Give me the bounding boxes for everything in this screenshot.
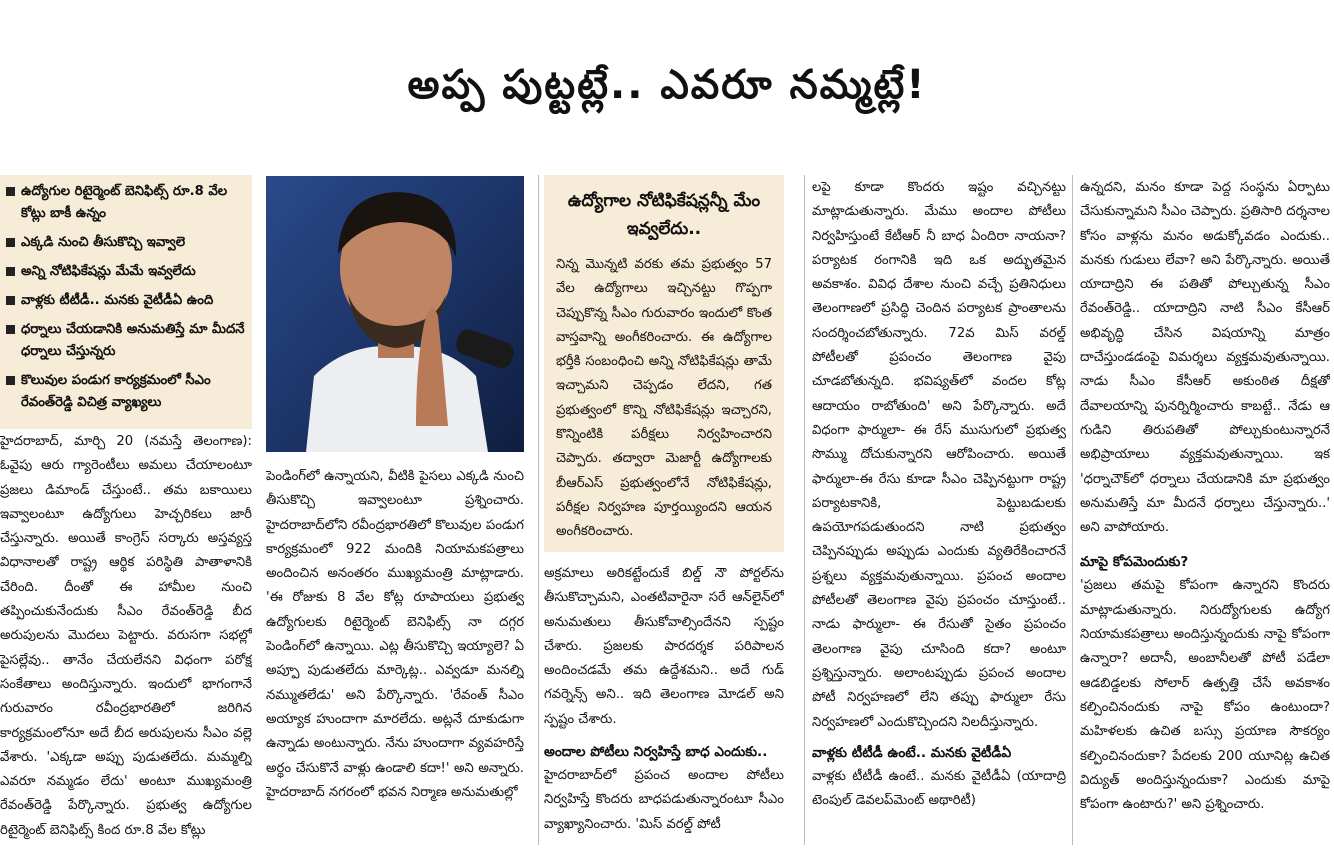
column-divider [1072,175,1073,845]
speaker-photo-illustration [266,176,524,452]
article-paragraph: అక్రమాలు అరికట్టేందుకే బిల్డ్ నౌ పోర్టల్‌ను తీసుకొచ్చామని, ఎంతటివారైనా సరే ఆన్‌లైన్‌లో అనుమతులు తీసుకోవాల్సిందేనని స్పష్టం చేశారు. ప్రజలకు పారదర్శక పరిపాలన అందించడమే తమ ఉద్దేశమని.. అదే గుడ్ గవర్నెన్స్ అని.. ఇది తెలంగాణ మోడల్ అని స్పష్టం చేశారు. [544,566,784,727]
highlight-text: వాళ్లకు టీటీడీ.. మనకు వైటీడీఏ ఉంది [21,293,214,308]
bullet-icon [6,238,15,247]
highlight-text: ఉద్యోగుల రిటైర్మెంట్ బెనిఫిట్స్ రూ.8 వేల కోట్లు బాకీ ఉన్నం [21,184,228,221]
article-column-1 [0,430,252,845]
article-paragraph: హైదరాబాద్, మార్చి 20 (నమస్తే తెలంగాణ): ఓవైపు ఆరు గ్యారెంటీలు అమలు చేయాలంటూ ప్రజలు డిమాండ్ చేస్తుంటే.. తమ బకాయిలు ఇవ్వాలంటూ ఉద్యోగులు హెచ్చరికలు జారీ చేస్తున్నారు. అయితే కాంగ్రెస్ సర్కారు అస్తవ్యస్త విధానాలతో రాష్ట్ర ఆర్థిక పరిస్థితి పాతాళానికి చేరింది. దీంతో ఈ హామీల నుంచి తప్పించుకునేందుకు సీఎం రేవంత్‌రెడ్డి బీద అరుపులను మొదలు పెట్టారు. వరుసగా సభల్లో పైసల్లేవు.. తానేం చేయలేనని విధంగా పరోక్ష సంకేతాలు అందిస్తున్నారు. ఇందులో భాగంగానే గురువారం రవీంద్రభారతిలో జరిగిన కార్యక్రమంలోనూ అదే బీద అరుపులను సీఎం వల్లె వేశారు. 'ఎక్కడా అప్పు పుడుతలేదు. మమ్మల్ని ఎవరూ నమ్మడం లేదు' అంటూ ముఖ్యమంత్రి రేవంత్‌రెడ్డి పేర్కొన్నారు. ప్రభుత్వ ఉద్యోగుల రిటైర్మెంట్ బెనిఫిట్స్ కింద రూ.8 వేల కోట్లు [0,434,252,838]
article-paragraph: పెండింగ్‌లో ఉన్నాయని, వీటికి పైసలు ఎక్కడి నుంచి తీసుకొచ్చి ఇవ్వాలంటూ ప్రశ్నించారు. హైదరాబాద్‌లోని రవీంద్రభారతిలో కొలువుల పండుగ కార్యక్రమంలో 922 మందికి నియామకపత్రాలు అందించిన అనంతరం ముఖ్యమంత్రి మాట్లాడారు. 'ఈ రోజుకు 8 వేల కోట్ల రూపాయలు ప్రభుత్వ ఉద్యోగులకు రిటైర్మెంట్ బెనిఫిట్స్ నా దగ్గర పెండింగ్‌లో ఉన్నాయి. ఎట్ల తీసుకొచ్చి ఇయ్యాలె? ఏ అప్పూ పుడుతలేదు మార్కెట్ల.. ఎవ్వడూ మనల్ని నమ్ముతలేడు' అని పేర్కొన్నారు. 'రేవంత్ సీఎం అయ్యాక హుందాగా మారలేదు. అట్లనే దూకుడుగా ఉన్నాడు అంటున్నారు. నేను హుందాగా వ్యవహరిస్తే అర్థం చేసుకొనే వాళ్లు ఉండాలి కదా!' అని అన్నారు. హైదరాబాద్ నగరంలో భవన నిర్మాణ అనుమతుల్లో [266,469,524,800]
article-column-2 [266,465,524,845]
subheading: అందాల పోటీలు నిర్వహిస్తే బాధ ఎందుకు.. [544,744,768,761]
highlight-item [6,181,246,225]
subheading: మాపై కోపమెందుకు? [1080,554,1189,571]
subheading: వాళ్లకు టీటీడీ ఉంటే.. మనకు వైటీడీఏ [812,744,1012,761]
article-paragraph: హైదరాబాద్‌లో ప్రపంచ అందాల పోటీలు నిర్వహిస్తే కొందరు బాధపడుతున్నారంటూ సీఎం వ్యాఖ్యానించారు. 'మిస్ వరల్డ్ పోటీ [544,768,784,832]
article-paragraph: ఉన్నదని, మనం కూడా పెద్ద సంస్థను ఏర్పాటు చేసుకున్నామని సీఎం చెప్పారు. ప్రతిసారి దర్శనాల కోసం వాళ్లను మనం అడుక్కోవడం ఎందుకు.. మనకు గుడులు లేవా? అని పేర్కొన్నారు. అయితే యాదాద్రిని ఈ పతితో పోల్చుతున్న సీఎం రేవంత్‌రెడ్డి.. యాదాద్రిని నాటి సీఎం కేసీఆర్ అభివృద్ధి చేసిన విషయాన్ని మాత్రం దాచేస్తుండడంపై విమర్శలు వ్యక్తమవుతున్నాయి. నాడు సీఎం కేసీఆర్ అకుంఠిత దీక్షతో దేవాలయాన్ని పునర్నిర్మించారు కాబట్టే.. నేడు ఆ గుడిని తిరుపతితో పోల్చుకుంటున్నారనే అభిప్రాయాలు వ్యక్తమవుతున్నాయి. ఇక 'ధర్నాచౌక్‌లో ధర్నాలు చేయడానికి మా ప్రభుత్వం అనుమతిస్తే మా మీదనే ధర్నాలు చేస్తున్నారు..' అని వాపోయారు. [1080,180,1330,536]
highlight-item [6,370,246,414]
highlight-item [6,232,246,254]
article-paragraph: లపై కూడా కొందరు ఇష్టం వచ్చినట్టు మాట్లాడుతున్నారు. మేము అందాల పోటీలు నిర్వహిస్తుంటే కేటీఆర్ నీ బాధ ఏందిరా నాయనా? పర్యాటక రంగానికి ఇది ఒక అద్భుతమైన అవకాశం. వివిధ దేశాల నుంచి వచ్చే ప్రతినిధులు తెలంగాణలో ప్రసిద్ధి చెందిన పర్యాటక ప్రాంతాలను సందర్శించబోతున్నారు. 72వ మిస్ వరల్డ్ పోటీలతో ప్రపంచం తెలంగాణ వైపు చూడబోతున్నది. భవిష్యత్‌లో వందల కోట్ల ఆదాయం రాబోతుంది' అని పేర్కొన్నారు. అదే విధంగా ఫార్ములా- ఈ రేస్ ముసుగులో ప్రభుత్వ సొమ్ము దోచుకున్నారని ఆరోపించారు. అయితే ఫార్ములా-ఈ రేసు కూడా సీఎం చెప్పినట్టుగా రాష్ట్ర పర్యాటకానికి, పెట్టుబడులకు ఉపయోగపడుతుందని నాటి ప్రభుత్వం చెప్పినప్పుడు అప్పుడు ఎందుకు వ్యతిరేకించారనే ప్రశ్నలు వ్యక్తమవుతున్నాయి. ప్రపంచ అందాల పోటీలతో తెలంగాణ వైపు ప్రపంచం చూస్తుంటే.. నాడు ఫార్ములా- ఈ రేసుతో సైతం ప్రపంచం తెలంగాణ వైపు చూసింది కదా? అంటూ ప్రశ్నిస్తున్నారు. అలాంటప్పుడు ప్రపంచ అందాల పోటీ నిర్వహణలో లేని తప్పు ఫార్ములా రేసు నిర్వహణలో ఎందుకొచ్చిందని నిలదీస్తున్నారు. [812,180,1066,730]
column-divider [804,175,805,845]
article-paragraph: 'ప్రజలు తమపై కోపంగా ఉన్నారని కొందరు మాట్లాడుతున్నారు. నిరుద్యోగులకు ఉద్యోగ నియామకపత్రాలు అందిస్తున్నందుకు నాపై కోపంగా ఉన్నారా? అదానీ, అంబానీలతో పోటీ పడేలా ఆడబిడ్డలకు సోలార్ ఉత్పత్తి చేసే అవకాశం కల్పించినందుకు నాపై కోపం ఉంటుందా? మహిళలకు ఉచిత బస్సు ప్రయాణ సౌకర్యం కల్పించినందుకా? పేదలకు 200 యూనిట్ల ఉచిత విద్యుత్ అందిస్తున్నందుకా? ఎందుకు మాపై కోపంగా ఉంటారు?' అని ప్రశ్నించారు. [1080,578,1330,813]
headline: అప్ప పుట్టట్లే.. ఎవరూ నమ్మట్లే! [407,62,927,108]
highlight-item [6,319,246,363]
box-paragraph: నిన్న మొన్నటి వరకు తమ ప్రభుత్వం 57 వేల ఉద్యోగాలు ఇచ్చినట్టు గొప్పగా చెప్పుకొన్న సీఎం గురువారం ఇందులో కొంత వాస్తవాన్ని అంగీకరించారు. ఈ ఉద్యోగాల భర్తీకి సంబంధించి అన్ని నోటిఫికేషన్లు తామే ఇచ్చామని చెప్పడం లేదని, గత ప్రభుత్వంలో కొన్ని నోటిఫికేషన్లు ఇచ్చారని, కొన్నింటికి పరీక్షలు నిర్వహించారని చెప్పారు. తద్వారా మెజార్టీ ఉద్యోగాలకు బీఆర్‌ఎస్ ప్రభుత్వంలోనే నోటిఫికేషన్లు, పరీక్షల నిర్వహణ పూర్తయ్యిందని ఆయన అంగీకరించారు. [556,257,772,540]
notifications-box [544,175,784,552]
box-title: ఉద్యోగాల నోటిఫికేషన్లన్నీ మేం ఇవ్వలేదు.. [567,191,761,239]
column-divider [538,175,539,845]
bullet-icon [6,187,15,196]
bullet-icon [6,267,15,276]
bullet-icon [6,376,15,385]
cm-photo [266,176,524,452]
highlight-text: అన్ని నోటిఫికేషన్లు మేమే ఇవ్వలేదు [21,264,196,279]
bullet-icon [6,296,15,305]
highlight-text: ధర్నాలు చేయడానికి అనుమతిస్తే మా మీదనే ధర్నాలు చేస్తున్నరు [21,322,245,359]
highlight-text: ఎక్కడి నుంచి తీసుకొచ్చి ఇవ్వాలె [21,235,186,250]
highlight-item [6,261,246,283]
bullet-icon [6,325,15,334]
article-column-4 [812,176,1066,845]
article-column-3 [544,562,784,845]
article-column-5 [1080,176,1330,845]
highlight-item [6,290,246,312]
article-paragraph: వాళ్లకు టీటీడీ ఉంటే.. మనకు వైటీడీఏ (యాదాద్రి టెంపుల్ డెవలప్‌మెంట్ అథారిటీ) [812,768,1066,809]
highlight-text: కొలువుల పండుగ కార్యక్రమంలో సీఎం రేవంత్‌రెడ్డి విచిత్ర వ్యాఖ్యలు [21,373,211,410]
highlights-box [0,175,252,429]
